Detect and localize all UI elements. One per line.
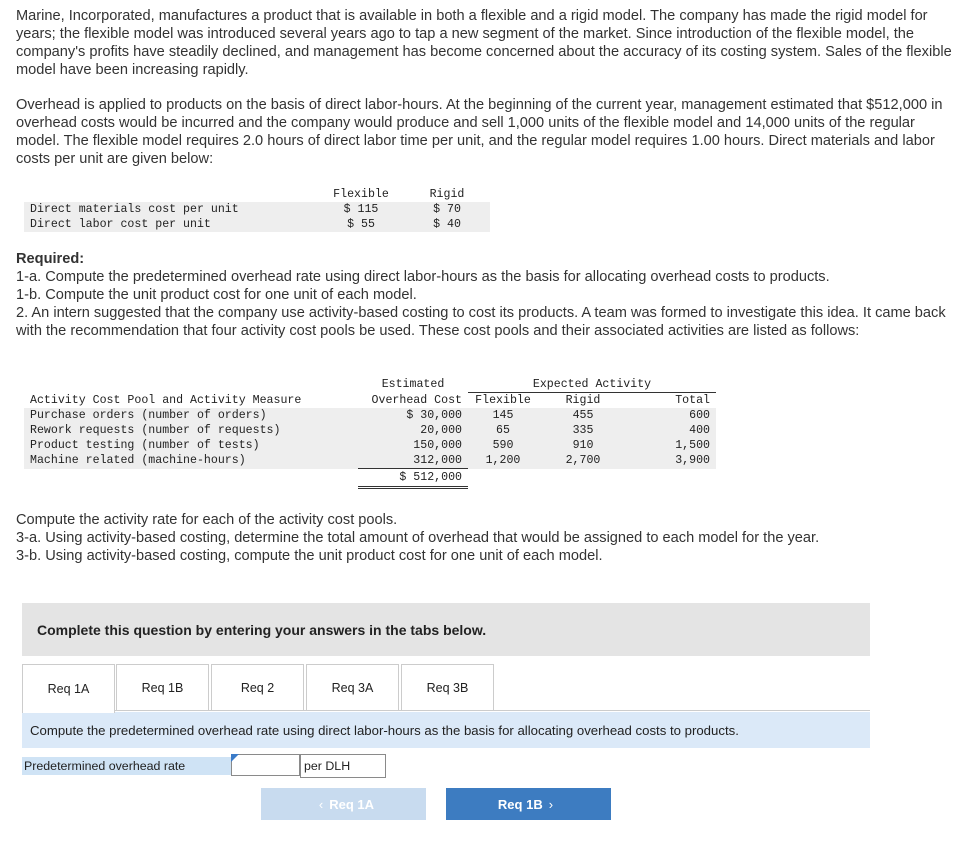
required-3b: 3-b. Using activity-based costing, compute the unit product cost for one unit of each model. xyxy=(16,548,603,564)
activity-cost: 150,000 xyxy=(358,438,468,453)
cost-table xyxy=(24,187,490,232)
next-tab-button[interactable] xyxy=(446,788,611,820)
table-row xyxy=(24,438,716,453)
activity-label: Purchase orders (number of orders) xyxy=(24,408,358,423)
activity-flexible: 590 xyxy=(468,438,538,453)
cost-row-label: Direct labor cost per unit xyxy=(24,217,318,232)
tab-req-1b[interactable]: Req 1B xyxy=(116,664,209,711)
total-overhead-cost: $ 512,000 xyxy=(358,469,468,488)
next-tab-label: Req 1B xyxy=(497,796,543,812)
chevron-right-icon: › xyxy=(548,796,554,812)
required-2: 2. An intern suggested that the company use activity-based costing to cost its products. A team was formed to investigate this idea. It came back with the recommendation that four activity cost pools be used. These cost pools and their associated activities are listed as follows: xyxy=(16,305,946,339)
activity-flexible: 1,200 xyxy=(468,453,538,469)
activity-flexible: 145 xyxy=(468,408,538,423)
intro-paragraph-2: Overhead is applied to products on the basis of direct labor-hours. At the beginning of the current year, management estimated that $512,000 in overhead costs would be incurred and the company would produce and sell 1,000 units of the flexible model and 14,000 units of the regular model. The flexible model requires 2.0 hours of direct labor time per unit, and the regular model requires 1.00 hours. Direct materials and labor costs per unit are given below: xyxy=(16,97,943,167)
cost-header-rigid: Rigid xyxy=(429,188,465,201)
predetermined-overhead-rate-input[interactable] xyxy=(231,754,300,776)
required-3a: 3-a. Using activity-based costing, determine the total amount of overhead that would be assigned to each model for the year. xyxy=(16,530,820,546)
activity-cost: 20,000 xyxy=(358,423,468,438)
activity-label: Rework requests (number of requests) xyxy=(24,423,358,438)
header-expected-activity: Expected Activity xyxy=(468,377,716,393)
cost-cell: $ 55 xyxy=(318,217,404,232)
required-1a: 1-a. Compute the predetermined overhead rate using direct labor-hours as the basis for allocating overhead costs to products. xyxy=(16,269,830,285)
input-indicator-icon xyxy=(231,754,239,762)
intro-paragraph-1: Marine, Incorporated, manufactures a product that is available in both a flexible and a rigid model. The company has made the rigid model for years; the flexible model was introduced several years ago to tap a new segment of the market. Since introduction of the flexible model, the company's profits have steadily declined, and management has become concerned about the accuracy of its costing system. Sales of the flexible model have been increasing rapidly. xyxy=(16,8,952,78)
header-estimated: Estimated xyxy=(381,378,445,392)
table-row xyxy=(24,408,716,423)
tab-req-2[interactable]: Req 2 xyxy=(211,664,304,711)
activity-label: Product testing (number of tests) xyxy=(24,438,358,453)
activity-total: 600 xyxy=(628,408,716,423)
prev-tab-button[interactable] xyxy=(261,788,426,820)
answer-label: Predetermined overhead rate xyxy=(22,757,231,775)
table-row xyxy=(24,202,490,217)
table-row xyxy=(24,217,490,232)
instruction-activity-rate: Compute the activity rate for each of the activity cost pools. xyxy=(16,512,398,528)
activity-rigid: 335 xyxy=(538,423,628,438)
tab-instruction: Compute the predetermined overhead rate using direct labor-hours as the basis for allocating overhead costs to products. xyxy=(22,712,870,748)
header-overhead-cost: Overhead Cost xyxy=(371,393,462,407)
activity-rigid: 2,700 xyxy=(538,453,628,469)
cost-cell: $ 70 xyxy=(404,202,490,217)
cost-header-flexible: Flexible xyxy=(333,188,389,201)
chevron-left-icon: ‹ xyxy=(318,796,324,812)
activity-total: 1,500 xyxy=(628,438,716,453)
activity-rigid: 910 xyxy=(538,438,628,453)
header-total: Total xyxy=(675,394,710,407)
cost-cell: $ 115 xyxy=(318,202,404,217)
activity-total: 400 xyxy=(628,423,716,438)
tab-req-3b[interactable]: Req 3B xyxy=(401,664,494,711)
tab-req-1a[interactable]: Req 1A xyxy=(22,664,115,713)
table-row xyxy=(24,453,716,469)
answer-unit: per DLH xyxy=(300,754,386,778)
tab-req-3a[interactable]: Req 3A xyxy=(306,664,399,711)
header-rigid: Rigid xyxy=(565,394,601,407)
activity-table xyxy=(24,377,716,489)
cost-cell: $ 40 xyxy=(404,217,490,232)
activity-rigid: 455 xyxy=(538,408,628,423)
activity-flexible: 65 xyxy=(468,423,538,438)
header-flexible: Flexible xyxy=(475,394,531,407)
activity-cost: 312,000 xyxy=(358,453,468,469)
cost-row-label: Direct materials cost per unit xyxy=(24,202,318,217)
complete-banner: Complete this question by entering your answers in the tabs below. xyxy=(22,603,870,656)
header-pool: Activity Cost Pool and Activity Measure xyxy=(30,393,302,407)
required-1b: 1-b. Compute the unit product cost for one unit of each model. xyxy=(16,287,417,303)
required-heading: Required: xyxy=(16,251,85,267)
prev-tab-label: Req 1A xyxy=(329,796,375,812)
activity-total: 3,900 xyxy=(628,453,716,469)
activity-cost: $ 30,000 xyxy=(358,408,468,423)
table-row xyxy=(24,423,716,438)
activity-label: Machine related (machine-hours) xyxy=(24,453,358,469)
